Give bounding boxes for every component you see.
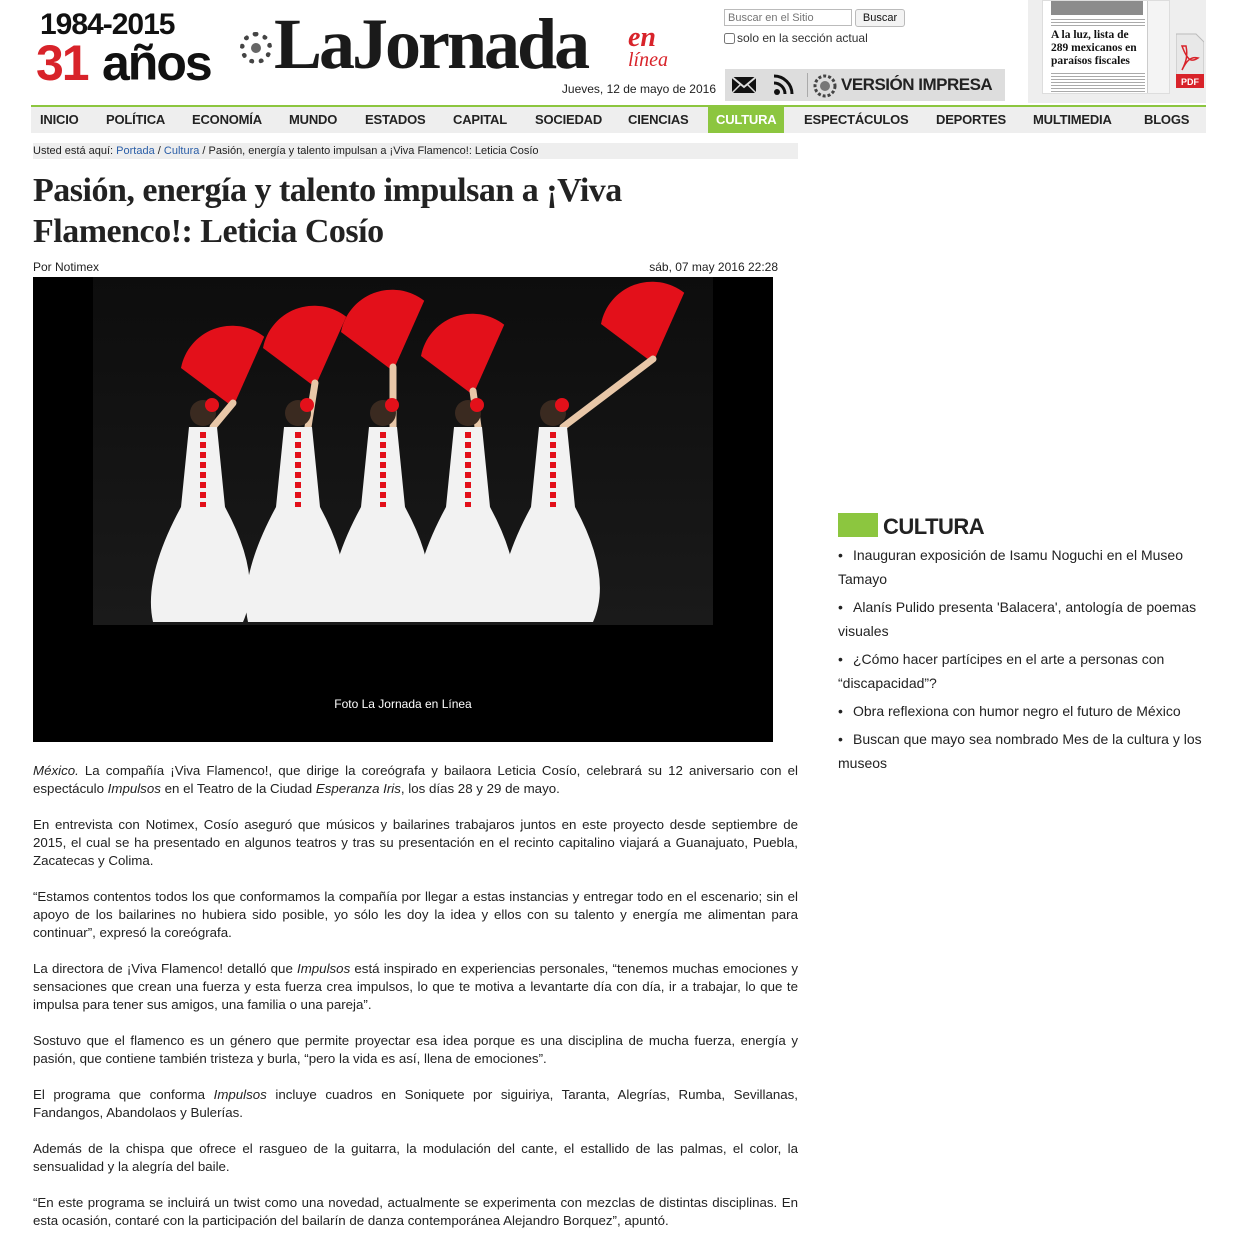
- print-edition-button[interactable]: [811, 69, 1005, 101]
- nav-politica[interactable]: POLÍTICA: [106, 112, 166, 127]
- nav-ciencias[interactable]: CIENCIAS: [628, 112, 689, 127]
- article-photo: [33, 277, 773, 742]
- logo-linea: línea: [628, 49, 668, 71]
- logo-wordmark: LaJornada: [274, 4, 588, 84]
- site-logo[interactable]: [240, 4, 680, 86]
- section-only-label: solo en la sección actual: [737, 31, 868, 45]
- flamenco-dancers-photo: [93, 277, 713, 625]
- paragraph-text: en el Teatro de la Ciudad: [160, 781, 316, 796]
- related-news-item[interactable]: [838, 699, 1210, 723]
- related-news-link[interactable]: ¿Cómo hacer partícipes en el arte a personas con “discapacidad”?: [838, 651, 1165, 691]
- anniversary-count: 31: [36, 35, 88, 91]
- pdf-icon[interactable]: [1176, 32, 1204, 88]
- red-flower: [300, 398, 314, 412]
- logo-gear-icon: [240, 32, 272, 64]
- related-news-link[interactable]: Alanís Pulido presenta 'Balacera', antología de poemas visuales: [838, 599, 1197, 639]
- bullet: •: [838, 599, 843, 615]
- breadcrumb-prefix: Usted está aquí:: [33, 145, 114, 157]
- breadcrumb-separator: /: [157, 145, 161, 157]
- emphasis-text: Esperanza Iris: [315, 781, 401, 796]
- bullet: •: [838, 703, 843, 719]
- anniversary-years: 1984-2015: [40, 8, 175, 41]
- article-paragraph: En entrevista con Notimex, Cosío aseguró que músicos y bailarines trabajaros juntos en este proyecto desde septiembre de 2015, el cual se ha presentado en algunos teatros y tras su presentación en el recinto capitalino viajará a Guanajuato, Puebla, Zacatecas y Colima.: [33, 817, 798, 868]
- related-news-item[interactable]: [838, 647, 1210, 695]
- utility-bar: [725, 69, 1005, 101]
- paragraph-text: La compañía ¡Viva Flamenco!, que dirige la coreógrafa y bailaora Leticia Cosío, celebrará su 12 aniversario con el espectáculo: [33, 763, 798, 796]
- red-flower: [470, 398, 484, 412]
- article-paragraph: Sostuvo que el flamenco es un género que permite proyectar esa idea porque es una disciplina de mucha fuerza, energía y pasión, que contiene también tristeza y burla, “pero la vida es así, llena de emociones”.: [33, 1033, 798, 1066]
- article-paragraph: [33, 762, 798, 798]
- related-news-link[interactable]: Obra reflexiona con humor negro el futuro de México: [853, 703, 1181, 719]
- related-news-item[interactable]: [838, 595, 1210, 643]
- nav-espectaculos[interactable]: ESPECTÁCULOS: [804, 112, 909, 127]
- photo-caption: Foto La Jornada en Línea: [334, 697, 472, 711]
- nav-mundo[interactable]: MUNDO: [289, 112, 338, 127]
- paragraph-text: La directora de ¡Viva Flamenco! detalló que: [33, 961, 298, 976]
- front-page-photo: [1051, 1, 1143, 15]
- nav-inicio[interactable]: INICIO: [40, 112, 79, 127]
- sidebar-heading: [838, 513, 1206, 541]
- nav-multimedia[interactable]: MULTIMEDIA: [1033, 112, 1112, 127]
- article-body: [33, 762, 798, 1248]
- anniversary-label: años: [102, 35, 211, 91]
- nav-blogs[interactable]: BLOGS: [1144, 112, 1190, 127]
- section-marker: [838, 513, 878, 537]
- breadcrumb-separator: /: [202, 145, 206, 157]
- article-paragraph: [33, 960, 798, 1014]
- logo-en: en: [628, 22, 656, 53]
- article-byline: Por Notimex: [33, 260, 100, 274]
- paragraph-text: El programa que conforma: [33, 1087, 214, 1102]
- red-flower: [555, 398, 569, 412]
- nav-capital[interactable]: CAPITAL: [453, 112, 507, 127]
- red-flower: [205, 398, 219, 412]
- paragraph-text: incluye cuadros en Soniquete por siguiriya, Taranta, Alegrías, Rumba, Sevillanas, Fandangos, Abandolaos y Bulerías.: [33, 1087, 798, 1120]
- nav-economia[interactable]: ECONOMÍA: [192, 112, 262, 127]
- front-page-headline: A la luz, lista de 289 mexicanos en paraísos fiscales: [1051, 29, 1137, 67]
- breadcrumb: [33, 143, 798, 159]
- article-paragraph: “En este programa se incluirá un twist como una novedad, actualmente se experimenta con mezclas de distintas disciplinas. En esta ocasión, contaré con la participación del bailarín de danza contemporánea Alejandro Borquez”, apuntó.: [33, 1195, 798, 1228]
- article-paragraph: [33, 1086, 798, 1122]
- nav-sociedad[interactable]: SOCIEDAD: [535, 112, 603, 127]
- breadcrumb-portada[interactable]: Portada: [116, 145, 155, 157]
- related-news-item[interactable]: [838, 543, 1210, 591]
- current-date: Jueves, 12 de mayo de 2016: [561, 82, 716, 96]
- nav-deportes[interactable]: DEPORTES: [936, 112, 1006, 127]
- section-only-option[interactable]: [724, 31, 868, 45]
- print-gear-icon: [813, 74, 837, 98]
- bullet: •: [838, 731, 843, 747]
- search-input[interactable]: [724, 9, 852, 26]
- paragraph-text: está inspirado en experiencias personales, “tenemos muchas emociones y sensaciones que crean una fuerza y esta fuerza crea impulsos, lo que te motiva a levantarte día con día, ir a trabajar, lo que te impulsa para tener sus amigos, una familia o una pareja”.: [33, 961, 798, 1012]
- breadcrumb-cultura[interactable]: Cultura: [163, 145, 200, 157]
- nav-cultura[interactable]: CULTURA: [708, 107, 784, 133]
- section-only-checkbox[interactable]: [724, 33, 735, 44]
- related-news-link[interactable]: Buscan que mayo sea nombrado Mes de la cultura y los museos: [838, 731, 1202, 771]
- dateline: México.: [33, 763, 79, 778]
- nav-estados[interactable]: ESTADOS: [365, 112, 426, 127]
- main-nav: [31, 105, 1206, 133]
- pdf-label: PDF: [1181, 77, 1199, 87]
- emphasis-text: Impulsos: [107, 781, 161, 796]
- mail-icon[interactable]: [731, 73, 757, 97]
- related-news-link[interactable]: Inauguran exposición de Isamu Noguchi en el Museo Tamayo: [838, 547, 1183, 587]
- breadcrumb-current: Pasión, energía y talento impulsan a ¡Viva Flamenco!: Leticia Cosío: [208, 145, 539, 157]
- anniversary-badge: [36, 8, 236, 91]
- article-paragraph: Además de la chispa que ofrece el rasgueo de la guitarra, la modulación del cante, el estallido de las palmas, el color, la sensualidad y la alegría del baile.: [33, 1141, 798, 1174]
- article-paragraph: “Estamos contentos todos los que conformamos la compañía por llegar a estas instancias y entregar todo en el escenario; sin el apoyo de los bailarines no hubiera sido posible, yo sólo les doy la idea y ellos con su talento y energía me alimentan para continuar”, expresó la coreógrafa.: [33, 889, 798, 940]
- sidebar-title: CULTURA: [883, 514, 985, 539]
- rss-icon[interactable]: [771, 73, 797, 97]
- front-page-text-lines: [1051, 71, 1145, 93]
- related-news-item[interactable]: [838, 727, 1210, 775]
- bullet: •: [838, 547, 843, 563]
- front-page-preview: [1042, 0, 1170, 94]
- paragraph-text: , los días 28 y 29 de mayo.: [400, 781, 560, 796]
- front-page-text-lines: [1051, 17, 1145, 27]
- red-flower: [385, 398, 399, 412]
- emphasis-text: Impulsos: [297, 961, 351, 976]
- article-date: sáb, 07 may 2016 22:28: [649, 260, 778, 274]
- related-news-list: [838, 543, 1210, 779]
- print-edition-label: VERSIÓN IMPRESA: [841, 75, 993, 94]
- search-button[interactable]: Buscar: [855, 9, 905, 27]
- utility-separator: [807, 73, 808, 97]
- article-title: Pasión, energía y talento impulsan a ¡Viva Flamenco!: Leticia Cosío: [33, 172, 622, 250]
- front-page-column: [1147, 1, 1170, 94]
- emphasis-text: Impulsos: [213, 1087, 267, 1102]
- bullet: •: [838, 651, 843, 667]
- print-edition-thumbnail[interactable]: [1028, 0, 1206, 103]
